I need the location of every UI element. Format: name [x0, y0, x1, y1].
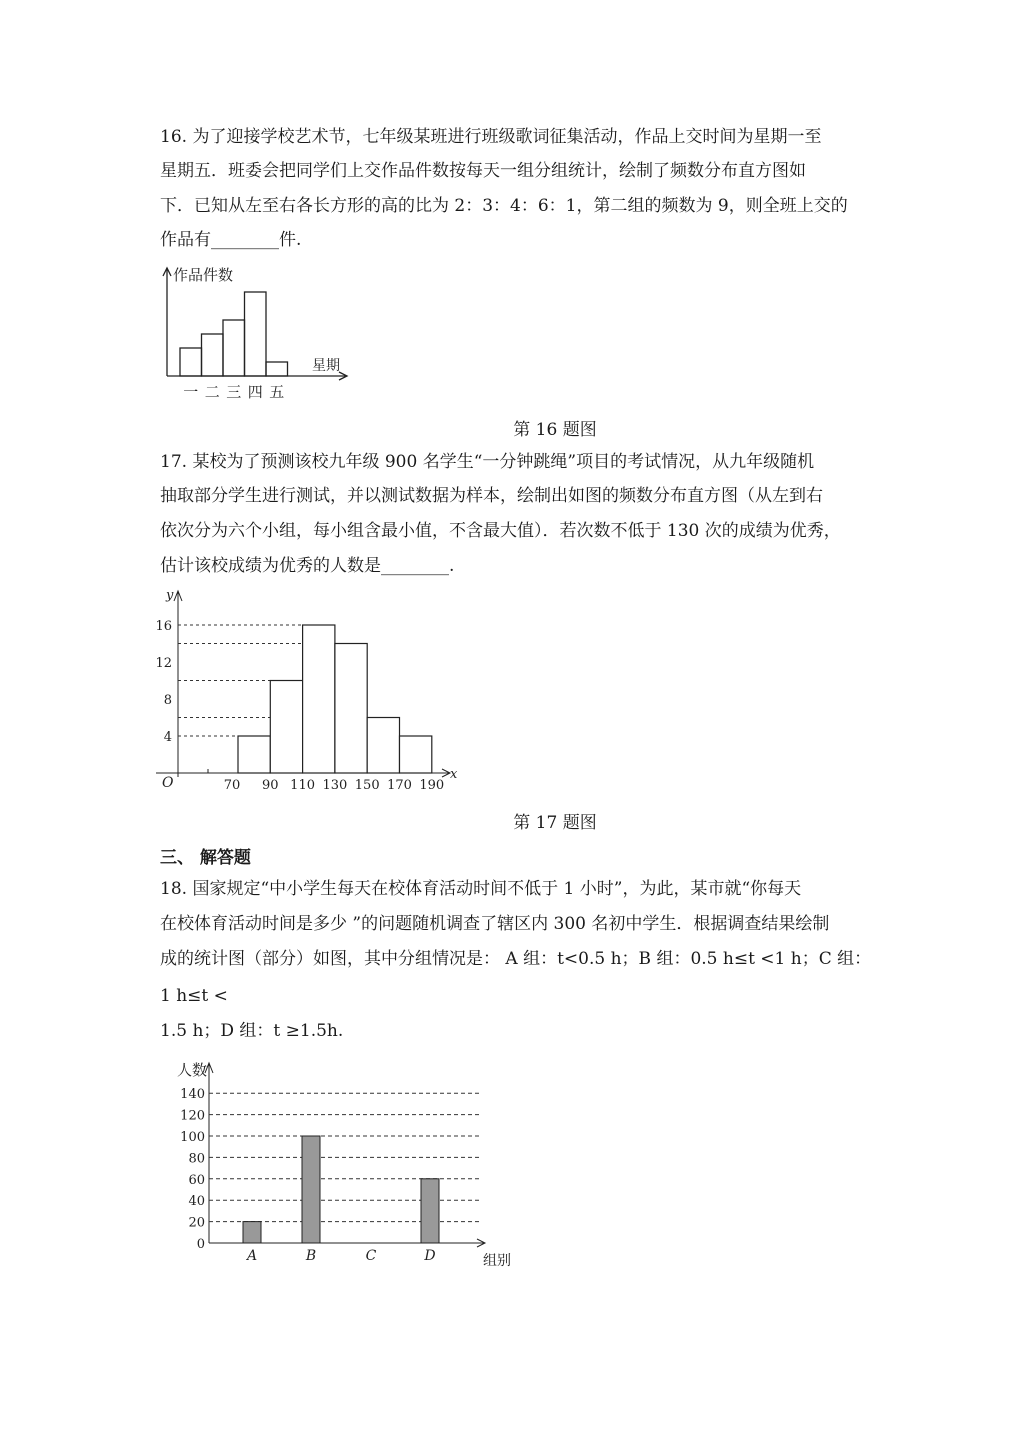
y-tick-label: 140 [180, 1087, 205, 1103]
y-tick-label: 60 [188, 1172, 205, 1188]
x-tick-label: A [246, 1248, 258, 1264]
y-tick-label: 4 [163, 730, 172, 745]
x-tick-label: 150 [354, 778, 380, 793]
x-tick-label: 四 [247, 383, 263, 401]
q16-line: 16. 为了迎接学校艺术节，七年级某班进行班级歌词征集活动，作品上交时间为星期一至 [160, 127, 822, 147]
x-tick-label: 一 [183, 383, 199, 401]
histogram-bar [245, 292, 267, 376]
x-tick-label: 170 [387, 778, 412, 793]
x-tick-label: D [424, 1248, 436, 1264]
y-tick-label: 20 [188, 1215, 205, 1231]
q17-line: 依次分为六个小组，每小组含最小值，不含最大值）．若次数不低于 130 次的成绩为优秀， [160, 521, 841, 541]
q17-line: 抽取部分学生进行测试，并以测试数据为样本，绘制出如图的频数分布直方图（从左到右 [160, 486, 823, 506]
bar [302, 1136, 320, 1243]
q17-line: 17. 某校为了预测该校九年级 900 名学生“一分钟跳绳”项目的考试情况，从九年级随机 [160, 452, 815, 472]
y-tick-label: 100 [180, 1130, 205, 1145]
y-axis-label: 人数 [177, 1061, 208, 1079]
x-tick-label: 70 [223, 778, 241, 793]
histogram-bar [238, 736, 270, 773]
y-tick-label: 16 [155, 619, 172, 634]
x-axis-label: 组别 [483, 1253, 511, 1269]
x-tick-label: C [365, 1248, 377, 1264]
q18-line: 成的统计图（部分）如图，其中分组情况是： A 组：t<0.5 h；B 组：0.5 h≤t <1 h；C 组： [160, 949, 872, 969]
x-tick-label: 190 [419, 778, 445, 793]
q18-line: 18. 国家规定“中小学生每天在校体育活动时间不低于 1 小时”，为此，某市就“你每天 [160, 879, 802, 899]
q16-line: 下．已知从左至右各长方形的高的比为 2：3：4：6：1，第二组的频数为 9，则全班上交的 [160, 196, 848, 216]
y-axis-label: y [166, 588, 174, 603]
x-tick-label: 130 [322, 778, 348, 793]
histogram-bar [202, 334, 224, 376]
figure-17-histogram [150, 585, 470, 795]
q18-line: 1 h≤t < [160, 986, 228, 1006]
y-tick-label: 40 [188, 1194, 205, 1210]
y-tick-label: 12 [155, 656, 172, 671]
bar [243, 1222, 261, 1243]
y-tick-label: 8 [163, 693, 172, 708]
x-tick-label: 110 [290, 778, 316, 793]
q18-line: 1.5 h；D 组：t ≥1.5h. [160, 1021, 344, 1041]
q16-line: 星期五．班委会把同学们上交作品件数按每天一组分组统计，绘制了频数分布直方图如 [160, 161, 806, 181]
y-tick-label: 80 [188, 1151, 205, 1167]
histogram-bar [400, 736, 432, 773]
q18-line: 在校体育活动时间是多少 ”的问题随机调查了辖区内 300 名初中学生．根据调查结果绘制 [160, 914, 830, 934]
y-tick-label: 120 [180, 1108, 205, 1124]
figure-16-histogram [155, 262, 355, 404]
bar [421, 1179, 439, 1243]
x-axis-label: 星期 [312, 358, 340, 374]
q16-line: 作品有________件. [160, 230, 302, 250]
histogram-bar [180, 348, 202, 376]
y-axis-label: 作品件数 [173, 266, 234, 284]
histogram-bar [303, 625, 335, 773]
x-tick-label: 五 [269, 383, 285, 401]
q17-line: 估计该校成绩为优秀的人数是________. [160, 556, 455, 576]
histogram-bar [223, 320, 245, 376]
histogram-bar [270, 681, 302, 774]
x-tick-label: 90 [262, 778, 279, 793]
histogram-bar [335, 644, 367, 774]
x-tick-label: 三 [226, 383, 242, 401]
origin-label: O [162, 775, 174, 791]
x-tick-label: B [305, 1248, 317, 1264]
figure-17-caption: 第 17 题图 [513, 813, 597, 833]
y-tick-label: 0 [196, 1237, 205, 1252]
section-title: 三、 解答题 [160, 848, 251, 868]
figure-18-bar-chart [165, 1055, 525, 1270]
histogram-bar [367, 718, 399, 774]
histogram-bar [266, 362, 288, 376]
x-axis-label: x [450, 767, 458, 782]
x-tick-label: 二 [204, 383, 220, 401]
figure-16-caption: 第 16 题图 [513, 420, 597, 440]
